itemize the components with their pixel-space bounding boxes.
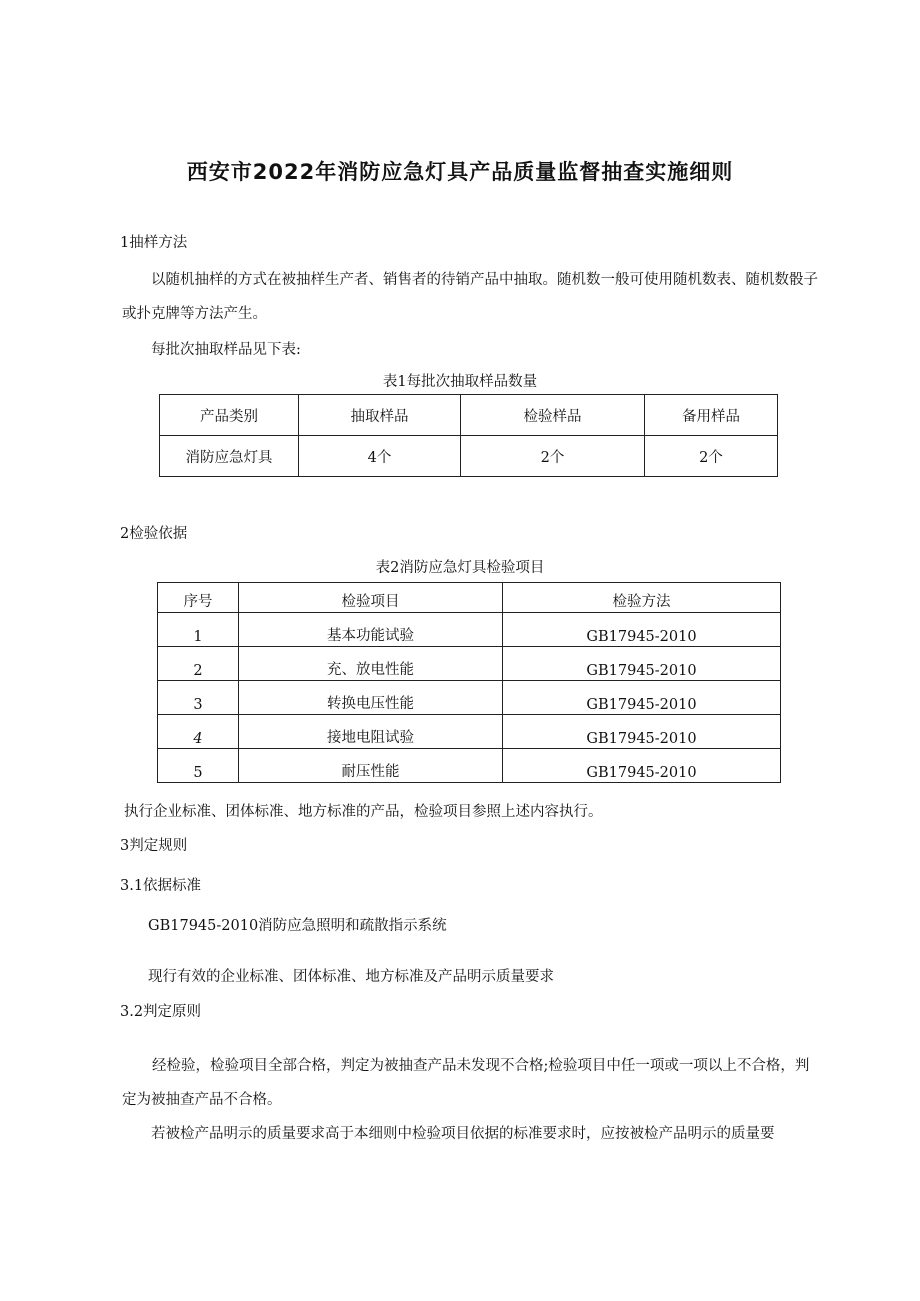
judgment-principle-paragraph-2: 若被检产品明示的质量要求高于本细则中检验项目依据的标准要求时，应按被检产品明示的质量要 (151, 1126, 775, 1142)
table-cell: 转换电压性能 (239, 681, 503, 715)
section-1-paragraph: 以随机抽样的方式在被抽样生产者、销售者的待销产品中抽取。随机数一般可使用随机数表、随机数骰子或扑克牌等方法产生。 (122, 272, 818, 322)
section-2-heading: 2检验依据 (120, 526, 188, 542)
table-row (158, 613, 781, 647)
table-cell: 3 (158, 681, 239, 715)
standard-item-1: GB17945-2010消防应急照明和疏散指示系统 (148, 918, 447, 934)
table-cell: 5 (158, 749, 239, 783)
table-cell: GB17945-2010 (503, 681, 781, 715)
table-header-cell: 序号 (158, 583, 239, 613)
section-3-2-heading: 3.2判定原则 (120, 1004, 202, 1020)
table-row (160, 436, 778, 477)
table-cell: 充、放电性能 (239, 647, 503, 681)
table-row (158, 647, 781, 681)
table-cell: 2个 (461, 436, 645, 477)
table-1-caption: 表1每批次抽取样品数量 (382, 374, 538, 390)
section-1-heading: 1抽样方法 (120, 235, 188, 251)
sample-quantity-table (159, 394, 778, 477)
table-2-caption: 表2消防应急灯具检验项目 (375, 560, 545, 576)
judgment-principle-paragraph: 经检验，检验项目全部合格，判定为被抽查产品未发现不合格;检验项目中任一项或一项以上不合格，判定为被抽查产品不合格。 (122, 1058, 810, 1108)
table-cell: 基本功能试验 (239, 613, 503, 647)
table-cell: 4个 (299, 436, 461, 477)
table-cell: 1 (158, 613, 239, 647)
section-3-heading: 3判定规则 (120, 838, 188, 854)
standard-item-2: 现行有效的企业标准、团体标准、地方标准及产品明示质量要求 (148, 969, 554, 985)
table-cell: 接地电阻试验 (239, 715, 503, 749)
table-header-row (158, 583, 781, 613)
section-3-1-heading: 3.1依据标准 (120, 878, 202, 894)
table-header-cell: 抽取样品 (299, 395, 461, 436)
section-2-note: 执行企业标准、团体标准、地方标准的产品，检验项目参照上述内容执行。 (124, 804, 603, 820)
table-cell: GB17945-2010 (503, 749, 781, 783)
table-row (158, 715, 781, 749)
table-cell: GB17945-2010 (503, 613, 781, 647)
table-cell: 耐压性能 (239, 749, 503, 783)
table-header-row (160, 395, 778, 436)
table-cell: 4 (158, 715, 239, 749)
table-cell: GB17945-2010 (503, 647, 781, 681)
table-row (158, 681, 781, 715)
inspection-items-table (157, 582, 781, 783)
table-header-cell: 产品类别 (160, 395, 299, 436)
table-header-cell: 检验样品 (461, 395, 645, 436)
section-1-table-intro: 每批次抽取样品见下表: (151, 342, 301, 358)
table-cell: 2个 (645, 436, 778, 477)
table-cell: GB17945-2010 (503, 715, 781, 749)
table-header-cell: 检验方法 (503, 583, 781, 613)
document-title: 西安市2022年消防应急灯具产品质量监督抽查实施细则 (186, 160, 734, 184)
table-row (158, 749, 781, 783)
table-header-cell: 检验项目 (239, 583, 503, 613)
table-cell: 2 (158, 647, 239, 681)
table-header-cell: 备用样品 (645, 395, 778, 436)
table-cell: 消防应急灯具 (160, 436, 299, 477)
